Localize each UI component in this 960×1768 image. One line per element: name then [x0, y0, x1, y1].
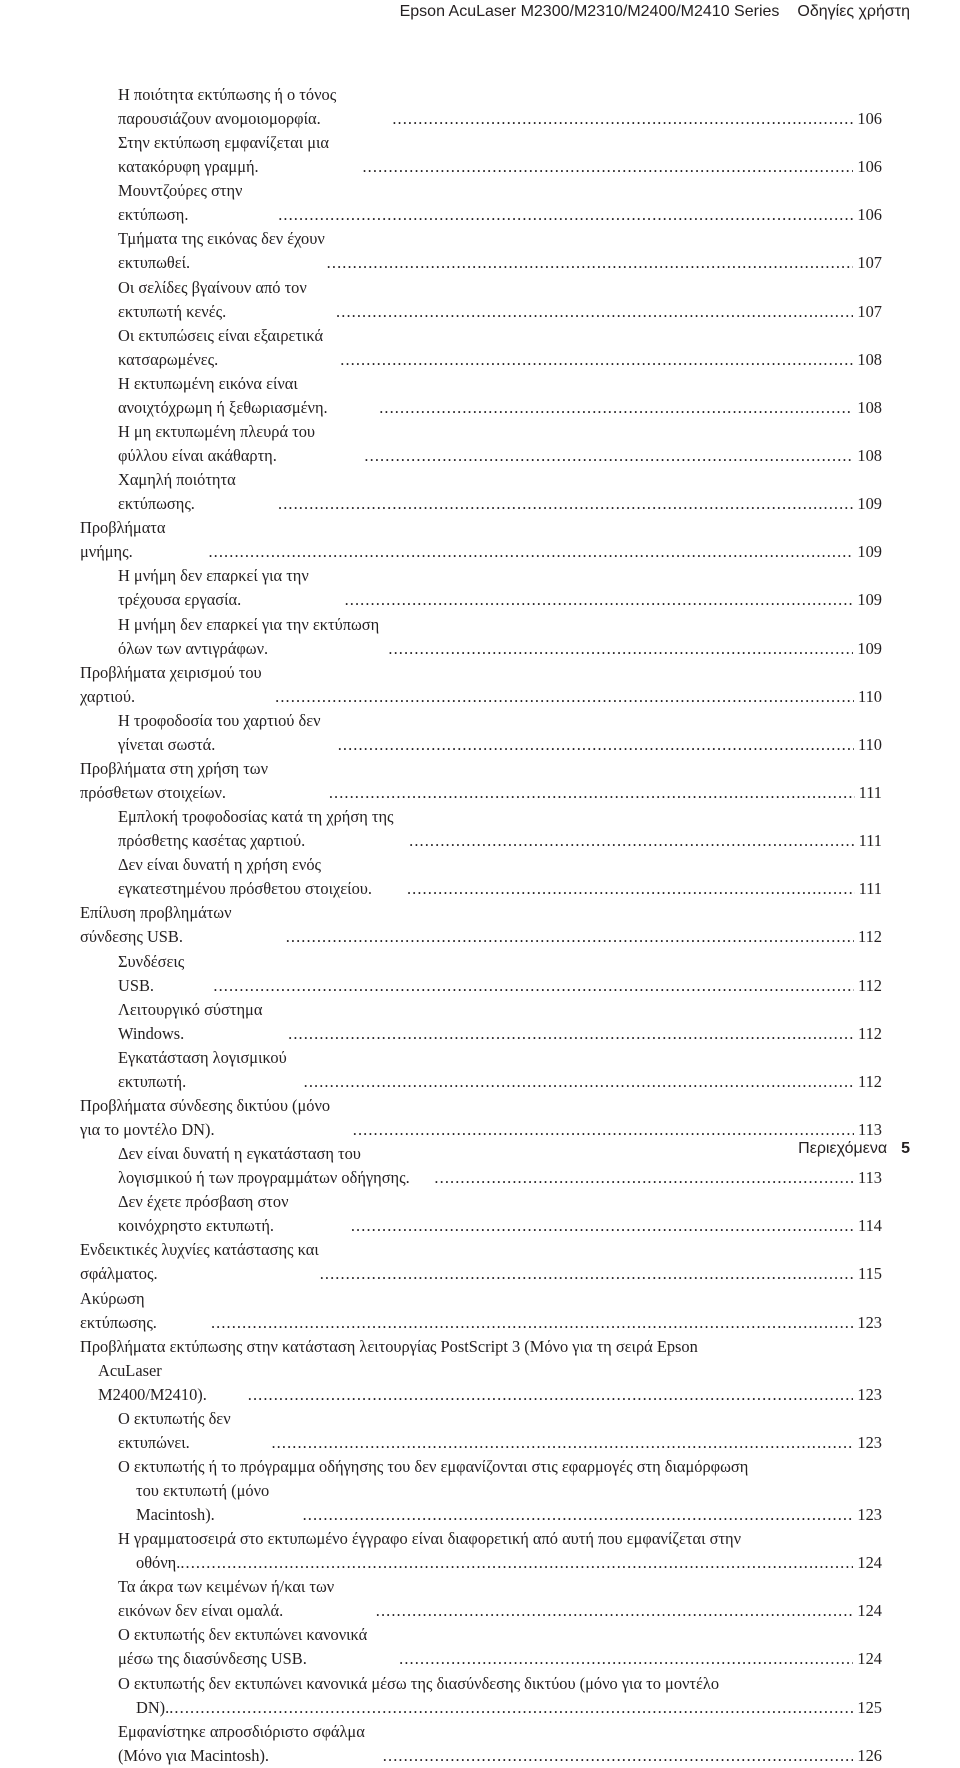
- toc-entry-title: Η εκτυπωμένη εικόνα είναι ανοιχτόχρωμη ή ξεθωριασμένη.: [118, 373, 328, 417]
- toc-page-number: 111: [858, 782, 882, 802]
- toc-entry-title: Συνδέσεις USB.: [118, 951, 185, 995]
- toc-page-number: 106: [857, 109, 882, 128]
- toc-entry-title: Η ποιότητα εκτύπωσης ή ο τόνος παρουσιάζουν ανομοιομορφία.: [118, 85, 337, 128]
- toc-page-number: 124: [857, 1601, 882, 1621]
- toc-dot-leader: [379, 396, 853, 420]
- toc-entry-title: Εγκατάσταση λογισμικού εκτυπωτή.: [118, 1047, 287, 1091]
- toc-entry-continuation-row: [80, 1359, 882, 1407]
- toc-page-number: 109: [857, 590, 882, 610]
- toc-entry[interactable]: [80, 853, 882, 901]
- toc-dot-leader: [338, 733, 854, 757]
- toc-page-number: 112: [858, 1023, 882, 1043]
- toc-dot-leader: [409, 829, 854, 853]
- toc-dot-leader: [434, 1166, 854, 1190]
- toc-dot-leader: [376, 1599, 854, 1623]
- toc-dot-leader: [345, 588, 854, 612]
- toc-entry-continuation-row: [118, 1479, 882, 1527]
- toc-entry[interactable]: [80, 709, 882, 757]
- toc-page-number: 108: [857, 397, 882, 417]
- toc-dot-leader: [388, 637, 853, 661]
- toc-entry-title: Τα άκρα των κειμένων ή/και των εικόνων δεν είναι ομαλά.: [118, 1577, 335, 1621]
- page-header: [400, 0, 910, 24]
- toc-dot-leader: [278, 203, 853, 227]
- toc-dot-leader: [362, 155, 853, 179]
- footer-page-number: 5: [901, 1140, 910, 1157]
- toc-page-number: 123: [857, 1432, 882, 1452]
- toc-page-number: 123: [857, 1384, 882, 1404]
- toc-dot-leader: [303, 1503, 854, 1527]
- table-of-contents: [80, 83, 882, 1768]
- toc-entry[interactable]: [80, 1046, 882, 1094]
- toc-entry-title: Στην εκτύπωση εμφανίζεται μια κατακόρυφη γραμμή.: [118, 133, 329, 177]
- toc-entry[interactable]: [80, 1672, 882, 1720]
- toc-entry[interactable]: [80, 1407, 882, 1455]
- toc-entry[interactable]: [80, 564, 882, 612]
- toc-entry-title-continuation: DN).: [136, 1697, 170, 1717]
- toc-entry-title-continuation: του εκτυπωτή (μόνο Macintosh).: [136, 1480, 270, 1524]
- toc-page-number: 112: [858, 1071, 882, 1091]
- toc-dot-leader: [329, 781, 855, 805]
- toc-entry[interactable]: [80, 372, 882, 420]
- toc-entry-title: Προβλήματα στη χρήση των πρόσθετων στοιχείων.: [80, 758, 268, 802]
- toc-entry[interactable]: [80, 1720, 882, 1768]
- product-name: Epson AcuLaser M2300/M2310/M2400/M2410 Series: [399, 3, 780, 20]
- toc-entry[interactable]: [80, 1575, 882, 1623]
- toc-page-number: 110: [858, 734, 882, 754]
- toc-dot-leader: [208, 540, 853, 564]
- toc-entry-title: Εμφανίστηκε απροσδιόριστο σφάλμα (Μόνο για Macintosh).: [118, 1721, 365, 1765]
- toc-page-number: 114: [858, 1216, 882, 1236]
- footer-section-title: Περιεχόμενα: [798, 1140, 888, 1157]
- toc-entry-title-continuation: οθόνη.: [136, 1553, 181, 1573]
- toc-page-number: 124: [857, 1553, 882, 1573]
- toc-entry-title: Μουντζούρες στην εκτύπωση.: [118, 181, 243, 225]
- toc-entry[interactable]: [80, 420, 882, 468]
- toc-entry-title: Η τροφοδοσία του χαρτιού δεν γίνεται σωστά.: [118, 710, 321, 754]
- toc-entry[interactable]: [80, 1287, 882, 1335]
- toc-entry-title-line: Ο εκτυπωτής ή το πρόγραμμα οδήγησης του δεν εμφανίζονται στις εφαρμογές στη διαμόρφωση: [118, 1456, 749, 1476]
- page-footer: [798, 1140, 910, 1158]
- toc-entry-title: Οι σελίδες βγαίνουν από τον εκτυπωτή κενές.: [118, 277, 307, 321]
- toc-dot-leader: [336, 300, 853, 324]
- toc-entry[interactable]: [80, 227, 882, 275]
- toc-entry[interactable]: [80, 805, 882, 853]
- toc-entry[interactable]: [80, 998, 882, 1046]
- toc-page-number: 111: [858, 831, 882, 851]
- toc-entry-title-continuation: AcuLaser M2400/M2410).: [98, 1360, 207, 1404]
- toc-entry[interactable]: [80, 1238, 882, 1286]
- toc-entry-title: Επίλυση προβλημάτων σύνδεσης USB.: [80, 903, 232, 947]
- toc-dot-leader: [383, 1744, 854, 1768]
- toc-dot-leader: [399, 1647, 853, 1671]
- toc-dot-leader: [304, 1070, 854, 1094]
- toc-entry[interactable]: [80, 276, 882, 324]
- toc-dot-leader: [392, 107, 853, 131]
- toc-entry[interactable]: [80, 661, 882, 709]
- toc-page-number: 112: [858, 927, 882, 947]
- toc-page-number: 126: [857, 1745, 882, 1765]
- toc-entry[interactable]: [80, 468, 882, 516]
- toc-entry-continuation-row: [118, 1696, 882, 1720]
- toc-entry-continuation-row: [118, 1551, 882, 1575]
- toc-entry-title: Ο εκτυπωτής δεν εκτυπώνει.: [118, 1408, 231, 1452]
- toc-dot-leader: [364, 444, 853, 468]
- toc-dot-leader: [351, 1214, 854, 1238]
- toc-entry[interactable]: [80, 757, 882, 805]
- toc-page-number: 109: [857, 494, 882, 514]
- toc-dot-leader: [211, 1311, 853, 1335]
- toc-page-number: 106: [857, 157, 882, 177]
- toc-entry-title: Χαμηλή ποιότητα εκτύπωσης.: [118, 470, 236, 514]
- toc-entry[interactable]: [80, 613, 882, 661]
- toc-entry-title: Η μη εκτυπωμένη πλευρά του φύλλου είναι ακάθαρτη.: [118, 421, 316, 465]
- toc-page-number: 107: [857, 301, 882, 321]
- toc-entry[interactable]: [80, 1455, 882, 1527]
- toc-entry[interactable]: [80, 1335, 882, 1407]
- toc-page-number: 108: [857, 349, 882, 369]
- document-type: Οδηγίες χρήστη: [797, 3, 910, 20]
- toc-page-number: 109: [857, 638, 882, 658]
- toc-entry-title: Η μνήμη δεν επαρκεί για την εκτύπωση όλων των αντιγράφων.: [118, 614, 380, 658]
- toc-entry[interactable]: [80, 950, 882, 998]
- toc-entry-title: Δεν είναι δυνατή η χρήση ενός εγκατεστημένου πρόσθετου στοιχείου.: [118, 855, 372, 899]
- toc-page-number: 106: [857, 205, 882, 225]
- toc-page-number: 107: [857, 253, 882, 273]
- toc-dot-leader: [320, 1262, 854, 1286]
- toc-dot-leader: [288, 1022, 854, 1046]
- toc-page-number: 109: [857, 542, 882, 562]
- toc-dot-leader: [271, 1431, 853, 1455]
- toc-entry[interactable]: [80, 516, 882, 564]
- toc-page-number: 113: [858, 1168, 882, 1188]
- toc-dot-leader: [248, 1383, 854, 1407]
- toc-entry[interactable]: [80, 179, 882, 227]
- toc-entry-title: Προβλήματα σύνδεσης δικτύου (μόνο για το μοντέλο DN).: [80, 1095, 331, 1139]
- toc-entry-title: Τμήματα της εικόνας δεν έχουν εκτυπωθεί.: [118, 229, 325, 273]
- toc-page-number: 124: [857, 1649, 882, 1669]
- toc-page-number: 108: [857, 445, 882, 465]
- toc-entry[interactable]: [80, 131, 882, 179]
- toc-entry[interactable]: [80, 1142, 882, 1190]
- toc-entry[interactable]: [80, 1623, 882, 1671]
- toc-dot-leader: [275, 685, 854, 709]
- toc-entry-title: Δεν είναι δυνατή η εγκατάσταση του λογισμικού ή των προγραμμάτων οδήγησης.: [118, 1144, 410, 1188]
- toc-entry-title-line: Ο εκτυπωτής δεν εκτυπώνει κανονικά μέσω της διασύνδεσης δικτύου (μόνο για το μοντέλο: [118, 1673, 720, 1693]
- toc-page-number: 112: [858, 975, 882, 995]
- toc-entry-title: Λειτουργικό σύστημα Windows.: [118, 999, 263, 1043]
- toc-entry-title: Ο εκτυπωτής δεν εκτυπώνει κανονικά μέσω της διασύνδεσης USB.: [118, 1625, 368, 1669]
- toc-entry[interactable]: [80, 83, 882, 131]
- toc-dot-leader: [278, 492, 853, 516]
- toc-page-number: 111: [858, 879, 882, 899]
- toc-dot-leader: [169, 1696, 853, 1720]
- toc-entry[interactable]: [80, 324, 882, 372]
- toc-entry[interactable]: [80, 901, 882, 949]
- toc-dot-leader: [327, 251, 854, 275]
- toc-page-number: 115: [858, 1264, 882, 1284]
- toc-dot-leader: [180, 1551, 853, 1575]
- toc-dot-leader: [407, 877, 855, 901]
- toc-entry[interactable]: [80, 1094, 882, 1142]
- toc-entry-title: Ακύρωση εκτύπωσης.: [80, 1288, 157, 1332]
- toc-entry-title: Η μνήμη δεν επαρκεί για την τρέχουσα εργασία.: [118, 566, 309, 610]
- toc-entry[interactable]: [80, 1190, 882, 1238]
- toc-entry-title: Δεν έχετε πρόσβαση στον κοινόχρηστο εκτυπωτή.: [118, 1192, 289, 1236]
- toc-page-number: 123: [857, 1312, 882, 1332]
- toc-entry-title-line: Η γραμματοσειρά στο εκτυπωμένο έγγραφο είναι διαφορετική από αυτή που εμφανίζεται στην: [118, 1529, 742, 1549]
- toc-dot-leader: [213, 974, 854, 998]
- toc-entry[interactable]: [80, 1527, 882, 1575]
- toc-dot-leader: [286, 925, 854, 949]
- toc-entry-title: Προβλήματα χειρισμού του χαρτιού.: [80, 662, 262, 706]
- toc-entry-title: Ενδεικτικές λυχνίες κατάστασης και σφάλματος.: [80, 1240, 319, 1284]
- toc-entry-title-line: Προβλήματα εκτύπωσης στην κατάσταση λειτουργίας PostScript 3 (Μόνο για τη σειρά Epson: [80, 1336, 698, 1356]
- toc-dot-leader: [353, 1118, 854, 1142]
- toc-page-number: 110: [858, 686, 882, 706]
- toc-entry-title: Εμπλοκή τροφοδοσίας κατά τη χρήση της πρόσθετης κασέτας χαρτιού.: [118, 807, 394, 851]
- toc-page-number: 113: [858, 1119, 882, 1139]
- toc-page-number: 125: [857, 1697, 882, 1717]
- toc-entry-title: Οι εκτυπώσεις είναι εξαιρετικά κατσαρωμένες.: [118, 325, 324, 369]
- toc-dot-leader: [340, 348, 853, 372]
- toc-page-number: 123: [857, 1504, 882, 1524]
- toc-entry-title: Προβλήματα μνήμης.: [80, 518, 166, 562]
